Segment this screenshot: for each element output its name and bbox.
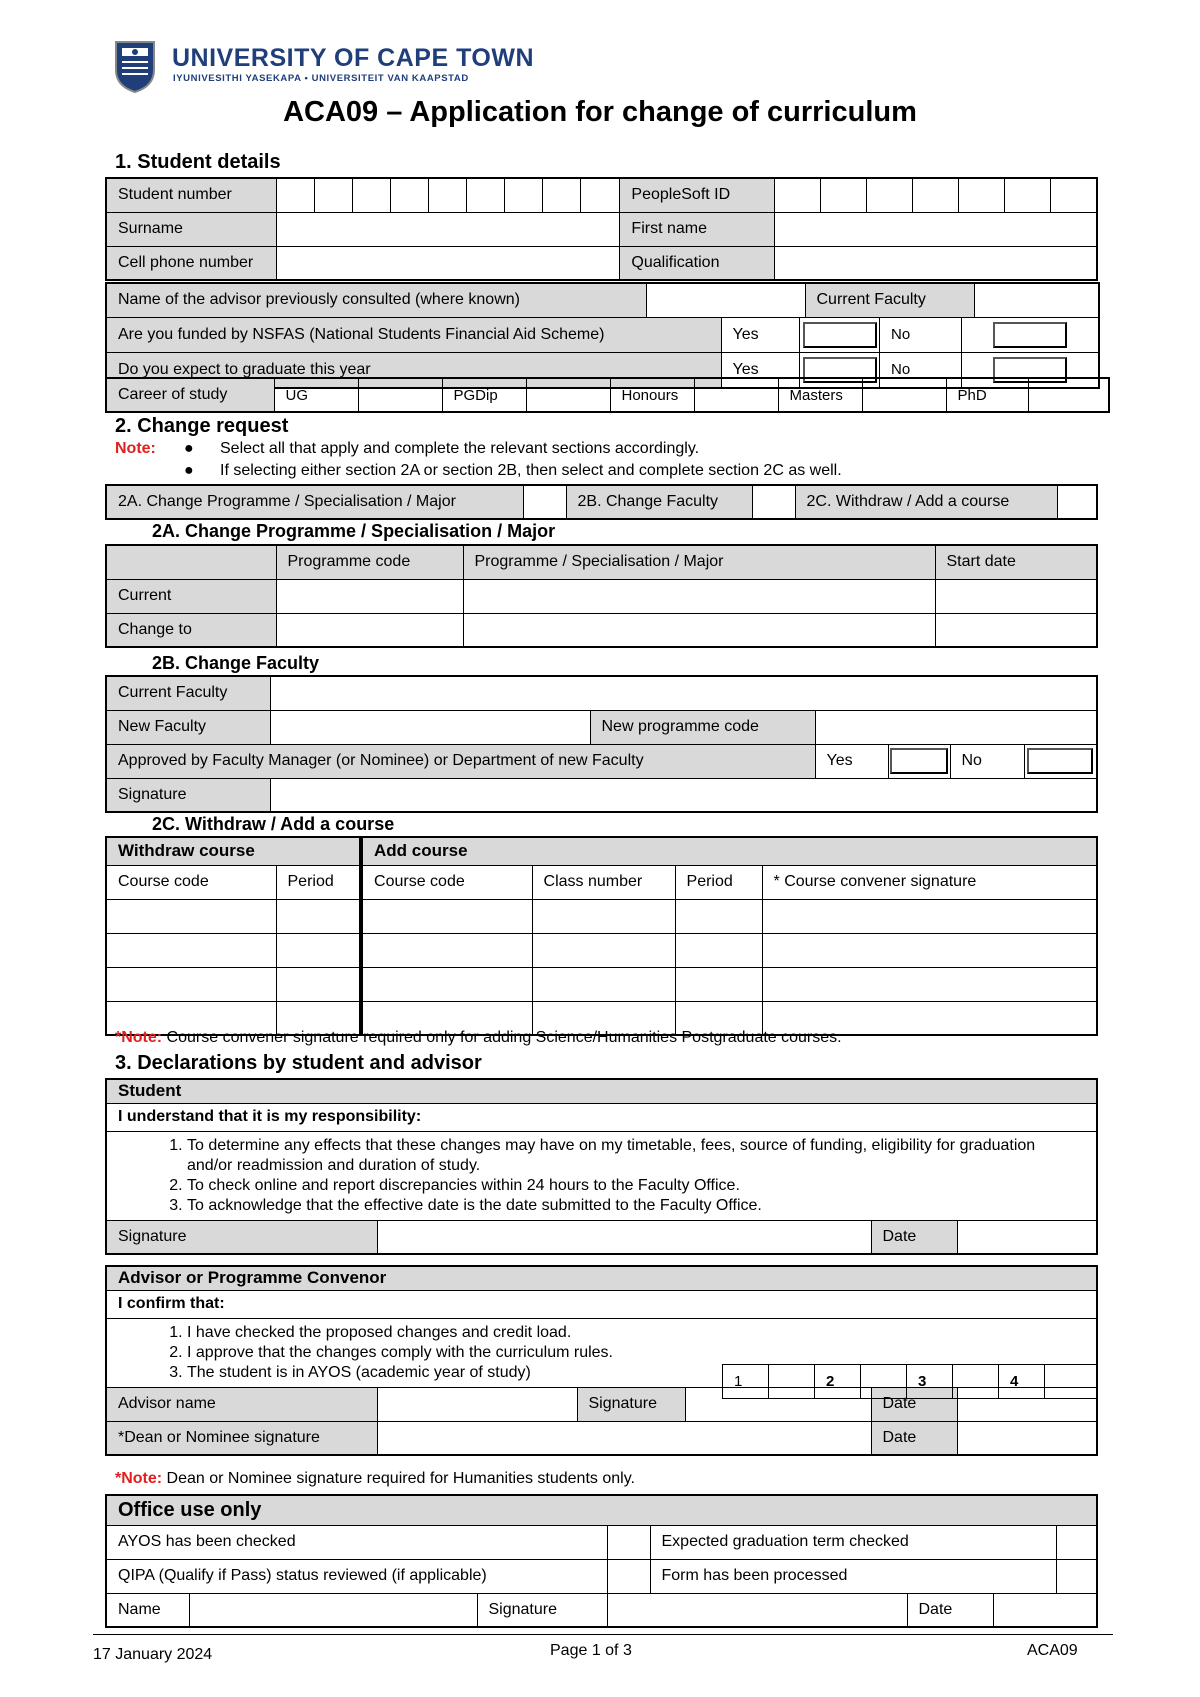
option-2b-label: 2B. Change Faculty <box>566 485 752 519</box>
table-row <box>106 899 1097 933</box>
new-programme-code-field[interactable] <box>276 613 463 647</box>
add-course-header: Add course <box>361 837 1097 865</box>
qipa-label: QIPA (Qualify if Pass) status reviewed (if applicable) <box>106 1559 607 1593</box>
convener-signature-field[interactable] <box>762 899 1097 933</box>
withdraw-period-field[interactable] <box>276 933 361 967</box>
new-programme-code-label: New programme code <box>590 710 815 744</box>
phd-checkbox[interactable] <box>1028 378 1109 412</box>
ug-label: UG <box>274 378 358 412</box>
start-date-header: Start date <box>935 545 1097 579</box>
add-period-field[interactable] <box>675 967 762 1001</box>
add-course-code-field[interactable] <box>361 899 532 933</box>
list-item: 2. To check online and report discrepancies within 24 hours to the Faculty Office. <box>187 1176 1076 1196</box>
university-logo <box>114 40 535 96</box>
list-item: 1. To determine any effects that these changes may have on my timetable, fees, source of funding, eligibility for graduation and/or readmission and duration of study. <box>187 1136 1076 1176</box>
section1-heading: 1. Student details <box>115 151 281 173</box>
advisor-name-field[interactable] <box>377 1387 577 1421</box>
grad-checked-checkbox[interactable] <box>1056 1525 1097 1559</box>
student-number-digit[interactable] <box>429 178 467 212</box>
b-new-programme-code-field[interactable] <box>815 710 1097 744</box>
add-course-code-header: Course code <box>361 865 532 899</box>
student-number-digit[interactable] <box>276 178 314 212</box>
add-course-code-field[interactable] <box>361 933 532 967</box>
peoplesoft-id-digit[interactable] <box>774 178 820 212</box>
section2c-heading: 2C. Withdraw / Add a course <box>152 814 395 834</box>
student-signature-label: Signature <box>106 1220 377 1254</box>
approved-no-checkbox[interactable] <box>1027 748 1093 774</box>
course-change-table <box>105 836 1098 1036</box>
list-item: 3. The student is in AYOS (academic year of study) <box>187 1363 1076 1383</box>
withdraw-period-field[interactable] <box>276 899 361 933</box>
list-item: 3. To acknowledge that the effective date is the date submitted to the Faculty Office. <box>187 1196 1076 1216</box>
ayos-4-checkbox[interactable] <box>1045 1365 1097 1399</box>
graduate-no-label: No <box>880 353 962 387</box>
student-number-label: Student number <box>106 178 276 212</box>
change-note-label: Note: <box>115 440 156 457</box>
dean-date-field[interactable] <box>957 1421 1097 1455</box>
office-signature-label: Signature <box>477 1593 607 1627</box>
qualification-label: Qualification <box>620 246 774 280</box>
office-date-label: Date <box>907 1593 993 1627</box>
footer-code: ACA09 <box>1027 1642 1078 1659</box>
option-2a-checkbox[interactable] <box>523 485 566 519</box>
current-faculty-label: Current Faculty <box>805 283 974 317</box>
ayos-checked-checkbox[interactable] <box>607 1525 650 1559</box>
office-date-field[interactable] <box>993 1593 1097 1627</box>
advisor-previous-field[interactable] <box>646 283 805 317</box>
add-period-field[interactable] <box>675 933 762 967</box>
student-declaration-table <box>105 1078 1098 1255</box>
understand-label: I understand that it is my responsibility: <box>106 1103 1097 1131</box>
student-declaration-header: Student <box>106 1079 1097 1103</box>
student-number-digit[interactable] <box>543 178 581 212</box>
dean-date-label: Date <box>871 1421 957 1455</box>
advisor-date-label: Date <box>871 1387 957 1421</box>
withdraw-course-code-header: Course code <box>106 865 276 899</box>
current-row-label: Current <box>106 579 276 613</box>
student-number-digit[interactable] <box>581 178 620 212</box>
section3-heading: 3. Declarations by student and advisor <box>115 1052 482 1074</box>
option-2a-label: 2A. Change Programme / Specialisation / Major <box>106 485 523 519</box>
peoplesoft-id-digit[interactable] <box>1005 178 1051 212</box>
ayos-2-checkbox[interactable] <box>861 1365 907 1399</box>
withdraw-course-code-field[interactable] <box>106 899 276 933</box>
advisor-declaration-table <box>105 1265 1098 1456</box>
programme-code-header: Programme code <box>276 545 463 579</box>
masters-checkbox[interactable] <box>862 378 946 412</box>
qipa-checkbox[interactable] <box>607 1559 650 1593</box>
pgdip-checkbox[interactable] <box>526 378 610 412</box>
nsfas-no-checkbox[interactable] <box>993 322 1067 348</box>
class-number-field[interactable] <box>532 933 675 967</box>
change-options-table <box>105 484 1098 520</box>
convener-signature-field[interactable] <box>762 967 1097 1001</box>
convener-signature-field[interactable] <box>762 933 1097 967</box>
current-programme-field[interactable] <box>463 579 935 613</box>
change-to-row-label: Change to <box>106 613 276 647</box>
office-signature-field[interactable] <box>607 1593 907 1627</box>
student-number-digit[interactable] <box>314 178 352 212</box>
advisor-signature-label: Signature <box>577 1387 685 1421</box>
new-programme-field[interactable] <box>463 613 935 647</box>
table-row <box>106 933 1097 967</box>
honours-label: Honours <box>610 378 694 412</box>
student-date-label: Date <box>871 1220 957 1254</box>
peoplesoft-id-digit[interactable] <box>912 178 958 212</box>
course-note: *Note: Course convener signature required only for adding Science/Humanities Postgraduate courses. <box>115 1029 842 1046</box>
withdraw-course-header: Withdraw course <box>106 837 361 865</box>
nsfas-yes-checkbox[interactable] <box>803 322 877 348</box>
confirm-label: I confirm that: <box>106 1290 1097 1318</box>
withdraw-period-header: Period <box>276 865 361 899</box>
student-number-digit[interactable] <box>391 178 429 212</box>
peoplesoft-id-digit[interactable] <box>820 178 866 212</box>
b-signature-field[interactable] <box>270 778 1097 812</box>
ug-checkbox[interactable] <box>358 378 442 412</box>
first-name-label: First name <box>620 212 774 246</box>
advisor-name-label: Advisor name <box>106 1387 377 1421</box>
uct-shield-icon <box>114 40 156 94</box>
ayos-3-label: 3 <box>907 1365 953 1399</box>
nsfas-no-label: No <box>880 318 962 352</box>
office-name-label: Name <box>106 1593 189 1627</box>
b-current-faculty-field[interactable] <box>270 676 1097 710</box>
faculty-change-table <box>105 675 1098 813</box>
current-programme-code-field[interactable] <box>276 579 463 613</box>
footer-page: Page 1 of 3 <box>550 1642 632 1659</box>
approved-yes-checkbox[interactable] <box>890 748 948 774</box>
programme-header: Programme / Specialisation / Major <box>463 545 935 579</box>
surname-field[interactable] <box>276 212 620 246</box>
ayos-4-label: 4 <box>999 1365 1045 1399</box>
phd-label: PhD <box>946 378 1028 412</box>
nsfas-yes-label: Yes <box>722 318 800 352</box>
note-bullet-2: ● If selecting either section 2A or section 2B, then select and complete section 2C as well. <box>184 462 842 479</box>
withdraw-course-code-field[interactable] <box>106 967 276 1001</box>
grad-checked-label: Expected graduation term checked <box>650 1525 1056 1559</box>
option-2c-checkbox[interactable] <box>1057 485 1097 519</box>
student-responsibility-list <box>107 1136 1076 1216</box>
ayos-1-label: 1 <box>723 1365 769 1399</box>
advisor-previous-label: Name of the advisor previously consulted (where known) <box>106 283 646 317</box>
student-number-digit[interactable] <box>505 178 543 212</box>
new-start-date-field[interactable] <box>935 613 1097 647</box>
masters-label: Masters <box>778 378 862 412</box>
processed-label: Form has been processed <box>650 1559 1056 1593</box>
peoplesoft-id-digit[interactable] <box>959 178 1005 212</box>
office-use-header: Office use only <box>106 1495 1097 1525</box>
student-number-digit[interactable] <box>467 178 505 212</box>
honours-checkbox[interactable] <box>694 378 778 412</box>
cell-phone-field[interactable] <box>276 246 620 280</box>
convener-signature-header: * Course convener signature <box>762 865 1097 899</box>
footer-date: 17 January 2024 <box>93 1646 213 1663</box>
add-period-field[interactable] <box>675 899 762 933</box>
ayos-3-checkbox[interactable] <box>953 1365 999 1399</box>
student-number-digit[interactable] <box>352 178 390 212</box>
approved-yes-label: Yes <box>815 744 888 778</box>
current-start-date-field[interactable] <box>935 579 1097 613</box>
new-faculty-field[interactable] <box>270 710 590 744</box>
note-bullet-1: ● Select all that apply and complete the relevant sections accordingly. <box>184 440 700 457</box>
list-item: 1. I have checked the proposed changes and credit load. <box>187 1323 1076 1343</box>
nsfas-label: Are you funded by NSFAS (National Students Financial Aid Scheme) <box>106 317 721 352</box>
dean-signature-field[interactable] <box>377 1421 871 1455</box>
surname-label: Surname <box>106 212 276 246</box>
peoplesoft-id-label: PeopleSoft ID <box>620 178 774 212</box>
advisor-funding-table <box>105 282 1100 389</box>
section2b-heading: 2B. Change Faculty <box>152 653 320 673</box>
form-title: ACA09 – Application for change of curriculum <box>283 96 917 128</box>
option-2b-checkbox[interactable] <box>752 485 795 519</box>
new-faculty-label: New Faculty <box>106 710 270 744</box>
option-2c-label: 2C. Withdraw / Add a course <box>795 485 1057 519</box>
office-name-field[interactable] <box>189 1593 477 1627</box>
cell-phone-label: Cell phone number <box>106 246 276 280</box>
career-label: Career of study <box>106 378 274 412</box>
class-number-field[interactable] <box>532 967 675 1001</box>
add-period-header: Period <box>675 865 762 899</box>
add-course-code-field[interactable] <box>361 967 532 1001</box>
section2-heading: 2. Change request <box>115 415 289 437</box>
peoplesoft-id-digit[interactable] <box>866 178 912 212</box>
peoplesoft-id-digit[interactable] <box>1051 178 1097 212</box>
first-name-field[interactable] <box>774 212 1097 246</box>
current-faculty-field[interactable] <box>974 283 1099 317</box>
university-subtitle: IYUNIVESITHI YASEKAPA • UNIVERSITEIT VAN KAAPSTAD <box>173 73 469 84</box>
ayos-checked-label: AYOS has been checked <box>106 1525 607 1559</box>
processed-checkbox[interactable] <box>1056 1559 1097 1593</box>
b-signature-label: Signature <box>106 778 270 812</box>
career-of-study-table <box>105 377 1110 413</box>
dean-signature-label: *Dean or Nominee signature <box>106 1421 377 1455</box>
section2a-heading: 2A. Change Programme / Specialisation / Major <box>152 521 556 541</box>
dean-note: *Note: Dean or Nominee signature required for Humanities students only. <box>115 1470 635 1487</box>
student-date-field[interactable] <box>957 1220 1097 1254</box>
student-signature-field[interactable] <box>377 1220 871 1254</box>
advisor-declaration-header: Advisor or Programme Convenor <box>106 1266 1097 1290</box>
withdraw-course-code-field[interactable] <box>106 933 276 967</box>
university-name: UNIVERSITY OF CAPE TOWN <box>172 44 535 72</box>
student-details-table <box>105 177 1098 281</box>
pgdip-label: PGDip <box>442 378 526 412</box>
list-item: 2. I approve that the changes comply with the curriculum rules. <box>187 1343 1076 1363</box>
programme-change-table <box>105 544 1098 648</box>
table-row <box>106 967 1097 1001</box>
footer-divider <box>93 1634 1113 1635</box>
class-number-header: Class number <box>532 865 675 899</box>
ayos-selector <box>722 1364 1097 1399</box>
b-current-faculty-label: Current Faculty <box>106 676 270 710</box>
ayos-2-label: 2 <box>815 1365 861 1399</box>
approved-no-label: No <box>950 744 1024 778</box>
graduate-label: Do you expect to graduate this year <box>106 352 721 388</box>
office-use-table <box>105 1494 1098 1628</box>
class-number-field[interactable] <box>532 899 675 933</box>
graduate-yes-label: Yes <box>722 353 800 387</box>
withdraw-period-field[interactable] <box>276 967 361 1001</box>
approved-label: Approved by Faculty Manager (or Nominee) or Department of new Faculty <box>106 744 815 778</box>
ayos-1-checkbox[interactable] <box>769 1365 815 1399</box>
qualification-field[interactable] <box>774 246 1097 280</box>
